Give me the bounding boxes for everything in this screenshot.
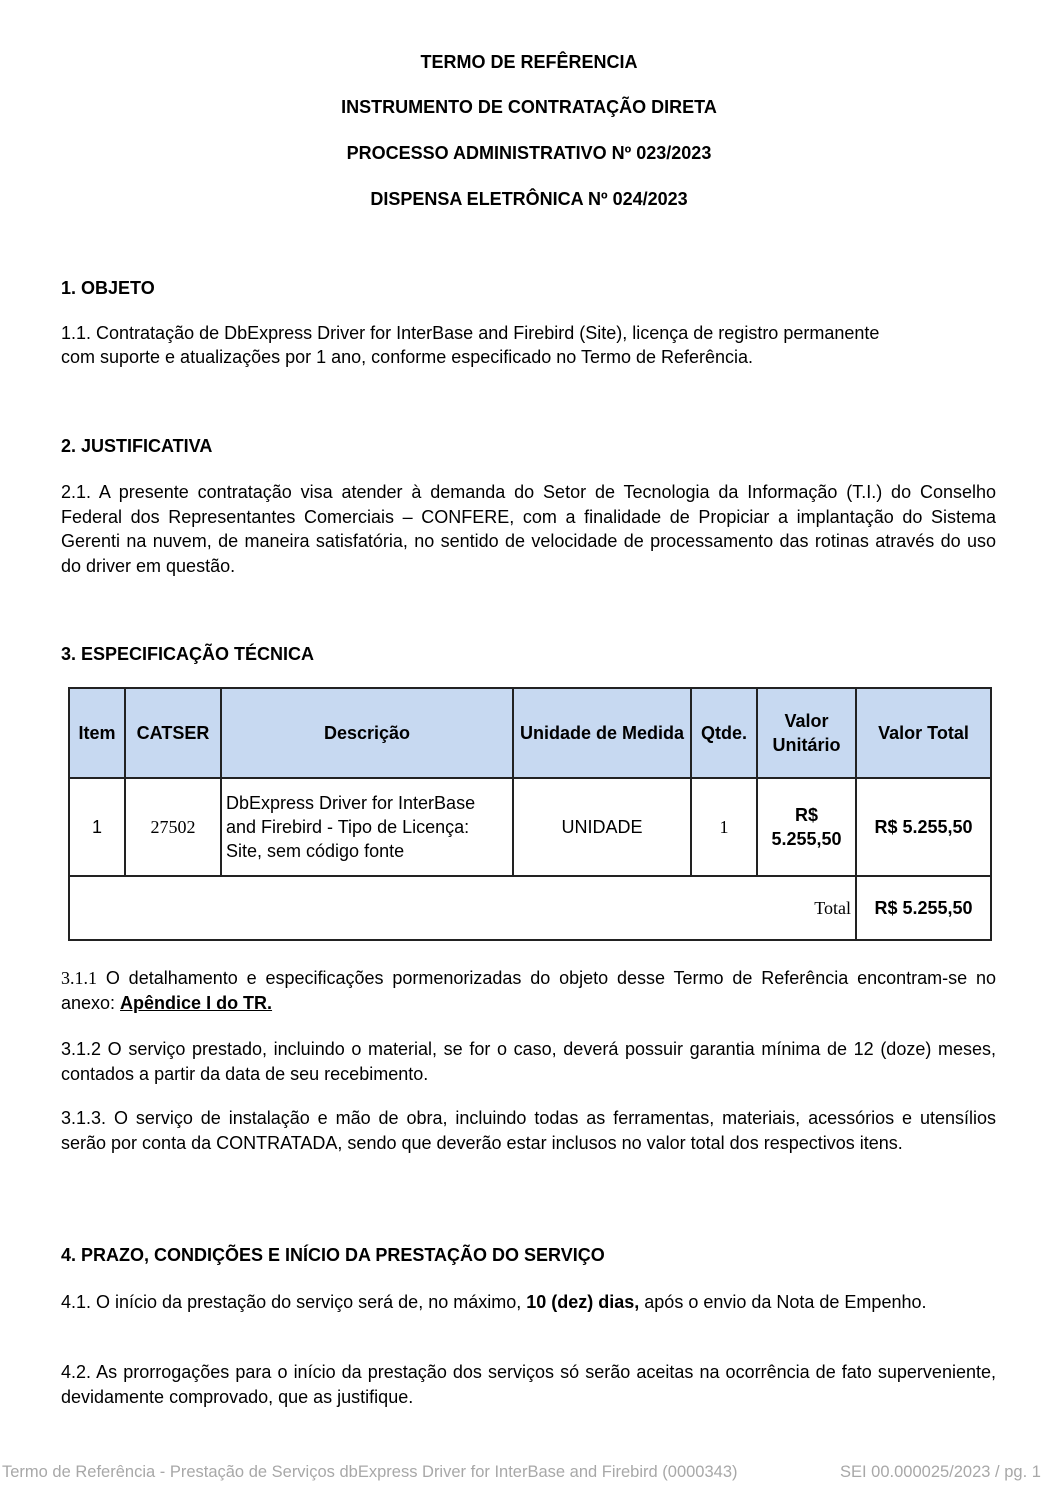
paragraph-4-1-deadline: 10 (dez) dias, [526,1292,640,1312]
header-valor-unitario: Valor Unitário [757,688,856,778]
doc-subtitle-process: PROCESSO ADMINISTRATIVO Nº 023/2023 [346,143,712,163]
section-2-title: 2. JUSTIFICATIVA [61,436,213,456]
doc-subtitle-instrument: INSTRUMENTO DE CONTRATAÇÃO DIRETA [341,97,717,117]
section-2-paragraph: 2.1. A presente contratação visa atender à demanda do Setor de Tecnologia da Informação (T.I.) do Conselho Federal dos Representantes Comerciais – CONFERE, com a finalidade de Propiciar a implantação do Sistema Gerenti na nuvem, de maneira satisfatória, no sentido de velocidade de processamento das rotinas através do uso do driver em questão. [61,482,996,576]
cell-descricao: DbExpress Driver for InterBase and Firebird - Tipo de Licença: Site, sem código fonte [221,778,513,876]
paragraph-3-1-1-number: 3.1.1 [61,968,97,988]
table-row [69,778,991,876]
header-descricao: Descrição [221,688,513,778]
doc-title: TERMO DE REFÊRENCIA [420,52,638,72]
header-item: Item [69,688,125,778]
cell-unidade: UNIDADE [513,778,691,876]
appendix-link[interactable]: Apêndice I do TR. [120,992,273,1013]
paragraph-4-1-end: após o envio da Nota de Empenho. [639,1292,927,1312]
cell-valor-unitario: R$ 5.255,50 [757,778,856,876]
cell-qtde: 1 [691,778,757,876]
paragraph-3-1-2: 3.1.2 O serviço prestado, incluindo o material, se for o caso, deverá possuir garantia mínima de 12 (doze) meses, contados a partir da data de seu recebimento. [61,1039,996,1084]
table-header-row [69,688,991,778]
header-valor-total: Valor Total [856,688,991,778]
cell-total-value: R$ 5.255,50 [856,876,991,940]
paragraph-3-1-1 [61,966,996,1015]
section-1-paragraph-line1: 1.1. Contratação de DbExpress Driver for InterBase and Firebird (Site), licença de registro permanente [61,323,880,343]
doc-subtitle-dispensa: DISPENSA ELETRÔNICA Nº 024/2023 [370,189,688,209]
paragraph-3-1-3: 3.1.3. O serviço de instalação e mão de obra, incluindo todas as ferramentas, materiais, acessórios e utensílios serão por conta da CONTRATADA, sendo que deverão estar inclusos no valor total dos respectivos itens. [61,1108,996,1153]
footer-document-title: Termo de Referência - Prestação de Serviços dbExpress Driver for InterBase and Firebird (0000343) [2,1463,738,1481]
paragraph-4-1 [61,1290,996,1315]
footer-page-reference: SEI 00.000025/2023 / pg. 1 [840,1463,1041,1481]
cell-item: 1 [69,778,125,876]
section-1-paragraph-line2: com suporte e atualizações por 1 ano, conforme especificado no Termo de Referência. [61,347,754,367]
header-unidade: Unidade de Medida [513,688,691,778]
section-3-title: 3. ESPECIFICAÇÃO TÉCNICA [61,644,315,664]
header-catser: CATSER [125,688,221,778]
table-total-row [69,876,991,940]
section-1-title: 1. OBJETO [61,278,155,298]
paragraph-4-2: 4.2. As prorrogações para o início da prestação dos serviços só serão aceitas na ocorrência de fato superveniente, devidamente comprovado, que as justifique. [61,1362,996,1407]
paragraph-3-1-1-text: O detalhamento e especificações pormenorizadas do objeto desse Termo de Referência encontram-se no anexo: [61,968,996,1013]
header-qtde: Qtde. [691,688,757,778]
spec-table [68,687,992,941]
cell-catser: 27502 [125,778,221,876]
cell-valor-total: R$ 5.255,50 [856,778,991,876]
cell-total-label: Total [69,876,856,940]
paragraph-4-1-start: 4.1. O início da prestação do serviço será de, no máximo, [61,1292,527,1312]
section-4-title: 4. PRAZO, CONDIÇÕES E INÍCIO DA PRESTAÇÃO DO SERVIÇO [61,1245,605,1265]
